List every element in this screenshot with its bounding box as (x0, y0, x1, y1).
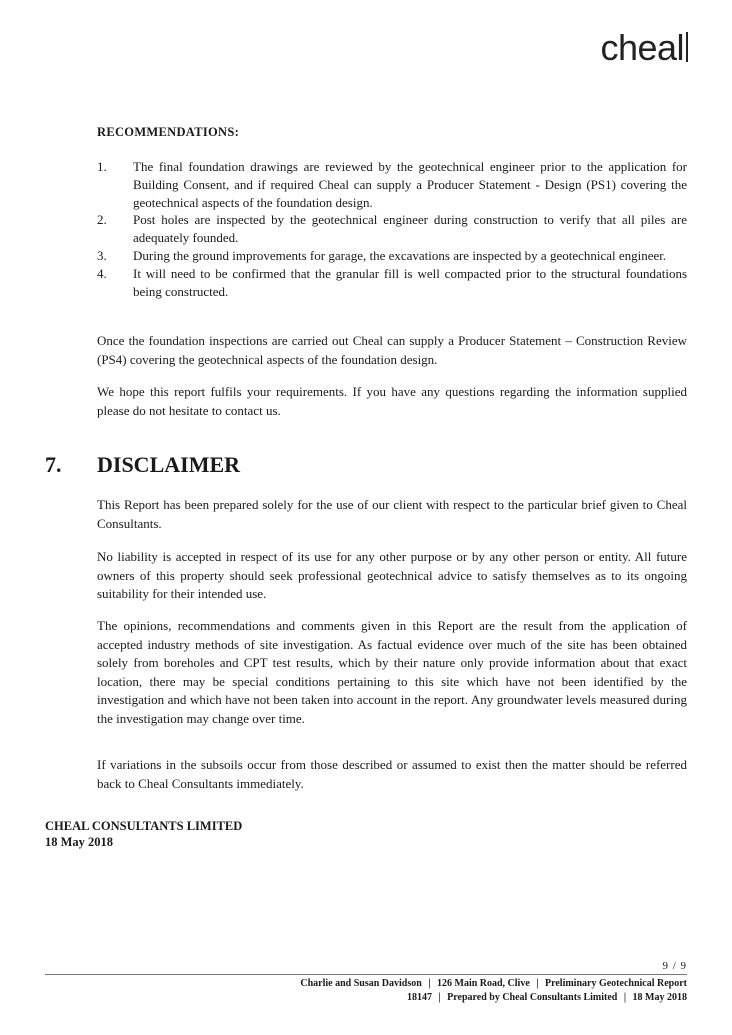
signature-company: CHEAL CONSULTANTS LIMITED (45, 819, 243, 833)
company-logo (600, 27, 688, 68)
footer-client: Charlie and Susan Davidson (300, 978, 422, 989)
footer-job-number: 18147 (406, 992, 432, 1003)
recommendation-number: 2. (97, 212, 107, 228)
footer-separator: | (623, 992, 627, 1003)
disclaimer-paragraph: No liability is accepted in respect of its use for any other purpose or by any other person or entity. All future owners of this property should seek professional geotechnical advice to satisfy themselves as to its ongoing suitability for their intended use. (97, 549, 687, 601)
page-number: 9 / 9 (662, 960, 687, 972)
section-title: DISCLAIMER (97, 452, 241, 477)
signature-date: 18 May 2018 (45, 835, 114, 849)
recommendation-text: During the ground improvements for garage, the excavations are inspected by a geotechnical engineer. (133, 247, 667, 263)
footer-date: 18 May 2018 (632, 992, 687, 1003)
recommendations-list (97, 158, 687, 300)
disclaimer-paragraph: The opinions, recommendations and comments given in this Report are the result from the application of accepted industry methods of site investigation. As factual evidence over much of the site has been obtained solely from boreholes and CPT test results, which by their nature only provide information about that exact location, there may be special conditions pertaining to this site which have not been identified by the investigation and which have not been taken into account in the report. Any groundwater levels measured during the investigation may change over time. (97, 618, 687, 726)
footer-separator: | (428, 978, 431, 989)
recommendation-number: 3. (97, 247, 107, 263)
disclaimer-paragraph: If variations in the subsoils occur from those described or assumed to exist then the matter should be referred back to Cheal Consultants immediately. (97, 757, 687, 791)
recommendation-item (97, 211, 687, 247)
footer-report-type: Preliminary Geotechnical Report (544, 978, 687, 989)
recommendation-number: 4. (97, 265, 107, 281)
recommendation-text: It will need to be confirmed that the granular fill is well compacted prior to the structural foundations being constructed. (133, 265, 687, 299)
closing-paragraph: We hope this report fulfils your requirements. If you have any questions regarding the information supplied please do not hesitate to contact us. (97, 384, 687, 418)
recommendation-number: 1. (97, 159, 107, 174)
recommendation-item (97, 158, 687, 211)
recommendation-item (97, 247, 687, 265)
footer-address: 126 Main Road, Clive (437, 978, 530, 989)
footer-line-1 (300, 978, 687, 989)
logo-text: cheal (600, 27, 684, 68)
footer-separator: | (438, 992, 441, 1003)
logo-bar-mark (686, 32, 688, 62)
recommendation-text: The final foundation drawings are reviewed by the geotechnical engineer prior to the application for Building Consent, and if required Cheal can supply a Producer Statement - Design (PS1) covering the geotechnical aspects of the foundation design. (133, 159, 687, 210)
recommendations-heading: RECOMMENDATIONS: (97, 125, 240, 139)
footer-divider (45, 974, 687, 975)
footer-separator: | (536, 978, 539, 989)
footer-prepared-by: Prepared by Cheal Consultants Limited (447, 992, 618, 1003)
footer-line-2 (407, 992, 687, 1003)
recommendation-text: Post holes are inspected by the geotechnical engineer during construction to verify that all piles are adequately founded. (133, 212, 687, 246)
disclaimer-heading (45, 452, 240, 478)
recommendation-item (97, 265, 687, 301)
disclaimer-paragraph: This Report has been prepared solely for the use of our client with respect to the particular brief given to Cheal Consultants. (97, 497, 687, 531)
section-number: 7. (45, 452, 62, 477)
ps4-paragraph: Once the foundation inspections are carried out Cheal can supply a Producer Statement – Construction Review (PS4) covering the geotechnical aspects of the foundation design. (97, 333, 687, 367)
